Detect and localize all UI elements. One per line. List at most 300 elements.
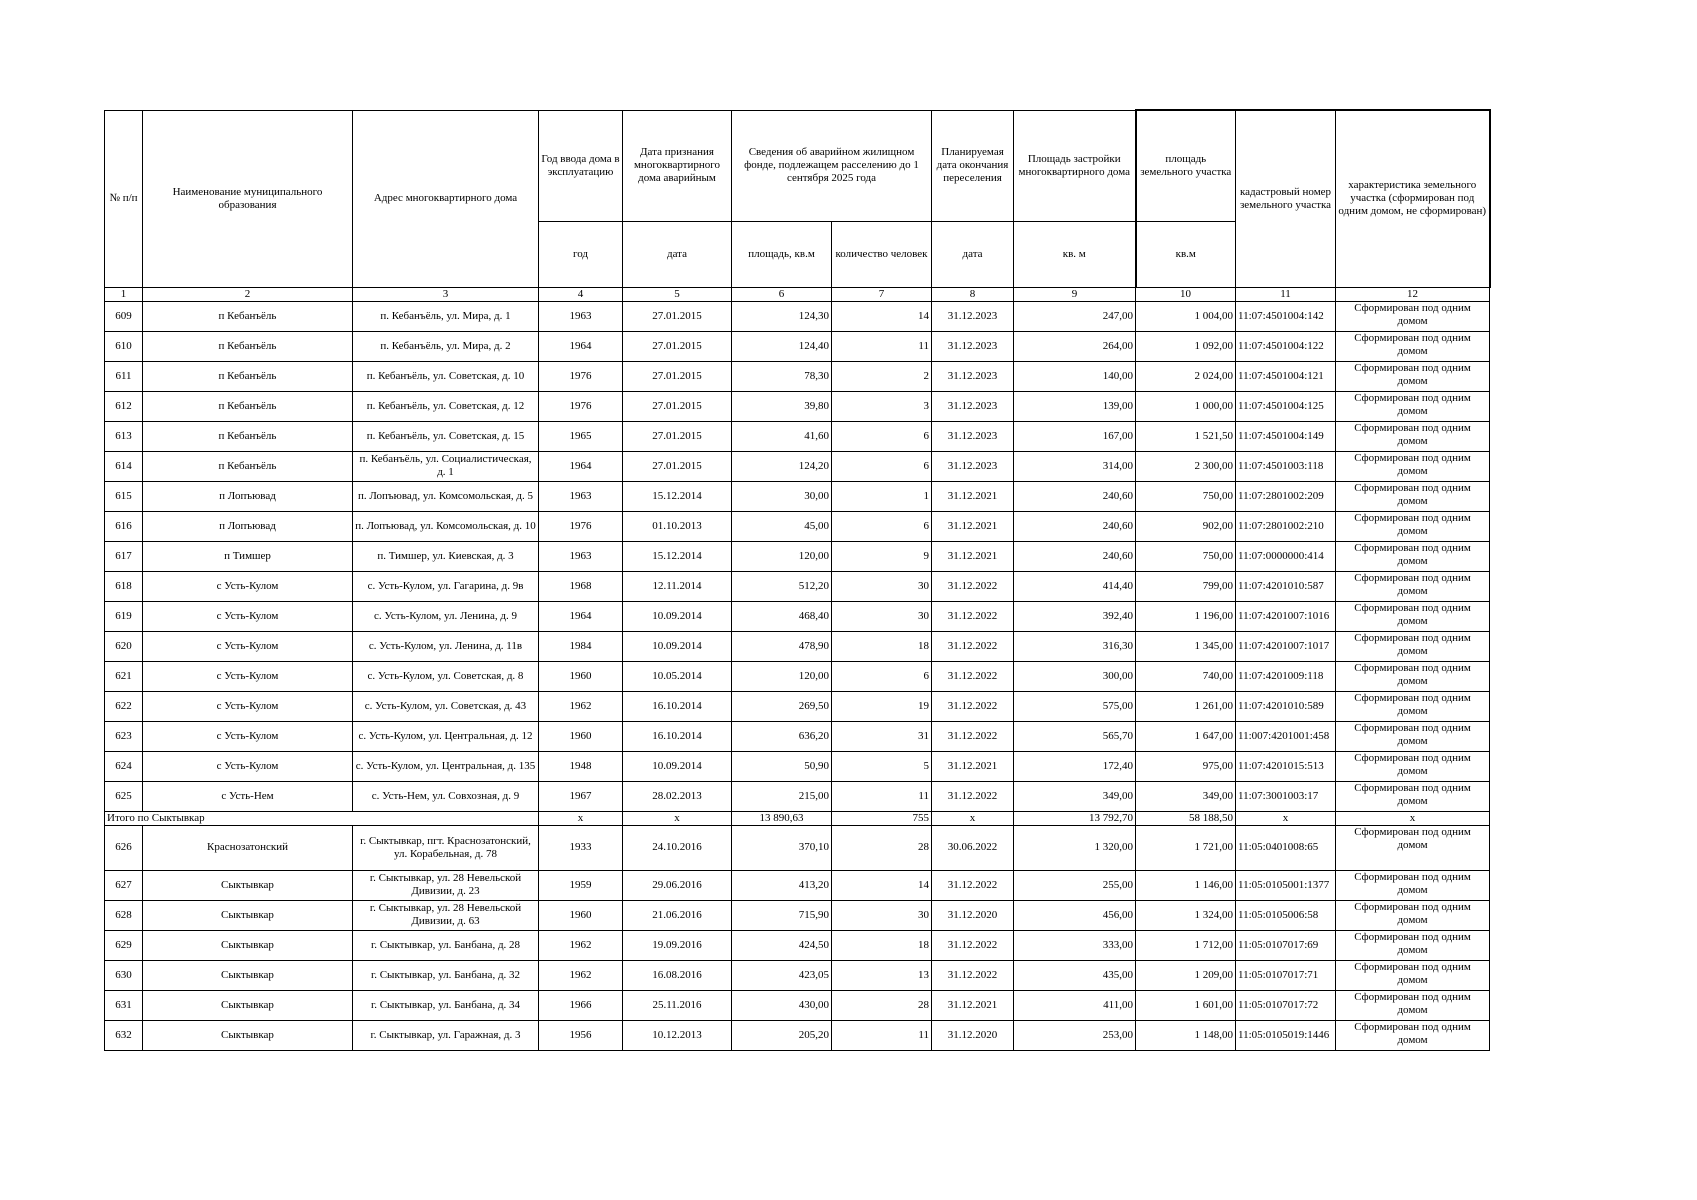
row-land-area: 975,00 bbox=[1136, 751, 1236, 781]
row-date: 27.01.2015 bbox=[623, 421, 732, 451]
row-cadastral: 11:07:4201007:1017 bbox=[1236, 631, 1336, 661]
row-people: 28 bbox=[832, 990, 932, 1020]
column-number: 7 bbox=[832, 287, 932, 301]
row-build-area: 240,60 bbox=[1014, 541, 1136, 571]
header-year-intro: Год ввода дома в эксплуатацию bbox=[539, 110, 623, 221]
row-build-area: 392,40 bbox=[1014, 601, 1136, 631]
row-build-area: 349,00 bbox=[1014, 781, 1136, 811]
table-row bbox=[105, 481, 1490, 511]
column-number: 8 bbox=[932, 287, 1014, 301]
row-land-area: 1 196,00 bbox=[1136, 601, 1236, 631]
row-municipality: п Кебанъёль bbox=[143, 361, 353, 391]
row-people: 5 bbox=[832, 751, 932, 781]
row-address: г. Сыктывкар, ул. Банбана, д. 34 bbox=[353, 990, 539, 1020]
row-people: 18 bbox=[832, 930, 932, 960]
row-area: 424,50 bbox=[732, 930, 832, 960]
table-row bbox=[105, 571, 1490, 601]
total-people: 755 bbox=[832, 811, 932, 825]
row-cadastral: 11:05:0105006:58 bbox=[1236, 900, 1336, 930]
row-year: 1962 bbox=[539, 960, 623, 990]
table-row bbox=[105, 1020, 1490, 1050]
row-build-area: 435,00 bbox=[1014, 960, 1136, 990]
header-municipality: Наименование муниципального образования bbox=[143, 110, 353, 287]
row-area: 269,50 bbox=[732, 691, 832, 721]
row-cadastral: 11:07:4201010:587 bbox=[1236, 571, 1336, 601]
row-number: 630 bbox=[105, 960, 143, 990]
row-date: 27.01.2015 bbox=[623, 391, 732, 421]
row-build-area: 247,00 bbox=[1014, 301, 1136, 331]
row-date: 10.09.2014 bbox=[623, 751, 732, 781]
row-people: 6 bbox=[832, 421, 932, 451]
row-build-area: 314,00 bbox=[1014, 451, 1136, 481]
emergency-housing-table bbox=[104, 109, 1491, 1051]
row-address: г. Сыктывкар, ул. 28 Невельской Дивизии, д. 63 bbox=[353, 900, 539, 930]
row-area: 205,20 bbox=[732, 1020, 832, 1050]
table-row bbox=[105, 870, 1490, 900]
row-municipality: п Лопъювад bbox=[143, 481, 353, 511]
row-characteristic: Сформирован под одним домом bbox=[1336, 751, 1490, 781]
row-people: 13 bbox=[832, 960, 932, 990]
row-area: 478,90 bbox=[732, 631, 832, 661]
total-row bbox=[105, 811, 1490, 825]
row-address: г. Сыктывкар, ул. Банбана, д. 28 bbox=[353, 930, 539, 960]
row-planned-date: 31.12.2023 bbox=[932, 421, 1014, 451]
row-planned-date: 31.12.2023 bbox=[932, 301, 1014, 331]
column-number: 5 bbox=[623, 287, 732, 301]
row-municipality: с Усть-Кулом bbox=[143, 721, 353, 751]
column-number: 3 bbox=[353, 287, 539, 301]
row-people: 6 bbox=[832, 451, 932, 481]
row-area: 30,00 bbox=[732, 481, 832, 511]
row-year: 1976 bbox=[539, 511, 623, 541]
row-cadastral: 11:07:4501004:125 bbox=[1236, 391, 1336, 421]
row-number: 613 bbox=[105, 421, 143, 451]
table-row bbox=[105, 781, 1490, 811]
row-land-area: 1 721,00 bbox=[1136, 825, 1236, 870]
row-address: п. Тимшер, ул. Киевская, д. 3 bbox=[353, 541, 539, 571]
row-build-area: 240,60 bbox=[1014, 511, 1136, 541]
column-number: 11 bbox=[1236, 287, 1336, 301]
row-planned-date: 31.12.2022 bbox=[932, 781, 1014, 811]
row-date: 25.11.2016 bbox=[623, 990, 732, 1020]
row-number: 621 bbox=[105, 661, 143, 691]
row-date: 10.05.2014 bbox=[623, 661, 732, 691]
row-land-area: 1 209,00 bbox=[1136, 960, 1236, 990]
table-row bbox=[105, 691, 1490, 721]
row-municipality: с Усть-Кулом bbox=[143, 631, 353, 661]
row-year: 1948 bbox=[539, 751, 623, 781]
row-planned-date: 31.12.2023 bbox=[932, 391, 1014, 421]
row-address: п. Кебанъёль, ул. Социалистическая, д. 1 bbox=[353, 451, 539, 481]
row-cadastral: 11:05:0105019:1446 bbox=[1236, 1020, 1336, 1050]
row-cadastral: 11:07:2801002:209 bbox=[1236, 481, 1336, 511]
row-planned-date: 31.12.2021 bbox=[932, 481, 1014, 511]
total-planned: x bbox=[932, 811, 1014, 825]
row-address: г. Сыктывкар, ул. 28 Невельской Дивизии, д. 23 bbox=[353, 870, 539, 900]
header-cadastral: кадастровый номер земельного участка bbox=[1236, 110, 1336, 287]
row-address: г. Сыктывкар, ул. Гаражная, д. 3 bbox=[353, 1020, 539, 1050]
row-planned-date: 31.12.2020 bbox=[932, 900, 1014, 930]
subheader-people: количество человек bbox=[832, 221, 932, 287]
row-build-area: 139,00 bbox=[1014, 391, 1136, 421]
row-municipality: с Усть-Кулом bbox=[143, 661, 353, 691]
row-build-area: 456,00 bbox=[1014, 900, 1136, 930]
total-label: Итого по Сыктывкар bbox=[105, 811, 539, 825]
row-people: 11 bbox=[832, 331, 932, 361]
table-row bbox=[105, 960, 1490, 990]
column-number: 6 bbox=[732, 287, 832, 301]
row-address: с. Усть-Кулом, ул. Ленина, д. 11в bbox=[353, 631, 539, 661]
header-land-area: площадь земельного участка bbox=[1136, 110, 1236, 221]
row-municipality: Сыктывкар bbox=[143, 1020, 353, 1050]
row-planned-date: 31.12.2021 bbox=[932, 541, 1014, 571]
row-date: 19.09.2016 bbox=[623, 930, 732, 960]
row-planned-date: 31.12.2021 bbox=[932, 990, 1014, 1020]
row-land-area: 740,00 bbox=[1136, 661, 1236, 691]
row-land-area: 2 300,00 bbox=[1136, 451, 1236, 481]
row-build-area: 414,40 bbox=[1014, 571, 1136, 601]
row-date: 16.10.2014 bbox=[623, 721, 732, 751]
row-characteristic: Сформирован под одним домом bbox=[1336, 870, 1490, 900]
row-planned-date: 31.12.2022 bbox=[932, 960, 1014, 990]
row-build-area: 172,40 bbox=[1014, 751, 1136, 781]
row-cadastral: 11:007:4201001:458 bbox=[1236, 721, 1336, 751]
row-people: 19 bbox=[832, 691, 932, 721]
row-year: 1964 bbox=[539, 331, 623, 361]
row-date: 27.01.2015 bbox=[623, 331, 732, 361]
row-area: 512,20 bbox=[732, 571, 832, 601]
row-municipality: с Усть-Кулом bbox=[143, 571, 353, 601]
row-year: 1963 bbox=[539, 481, 623, 511]
row-people: 30 bbox=[832, 601, 932, 631]
row-people: 2 bbox=[832, 361, 932, 391]
row-planned-date: 31.12.2023 bbox=[932, 451, 1014, 481]
row-people: 14 bbox=[832, 870, 932, 900]
row-municipality: Сыктывкар bbox=[143, 930, 353, 960]
row-area: 468,40 bbox=[732, 601, 832, 631]
row-characteristic: Сформирован под одним домом bbox=[1336, 541, 1490, 571]
row-area: 430,00 bbox=[732, 990, 832, 1020]
subheader-area: площадь, кв.м bbox=[732, 221, 832, 287]
row-people: 30 bbox=[832, 900, 932, 930]
row-area: 41,60 bbox=[732, 421, 832, 451]
row-date: 15.12.2014 bbox=[623, 541, 732, 571]
row-planned-date: 31.12.2021 bbox=[932, 511, 1014, 541]
table-row bbox=[105, 301, 1490, 331]
row-people: 9 bbox=[832, 541, 932, 571]
row-area: 715,90 bbox=[732, 900, 832, 930]
row-cadastral: 11:05:0107017:69 bbox=[1236, 930, 1336, 960]
row-land-area: 750,00 bbox=[1136, 481, 1236, 511]
row-area: 45,00 bbox=[732, 511, 832, 541]
row-characteristic: Сформирован под одним домом bbox=[1336, 601, 1490, 631]
row-address: с. Усть-Нем, ул. Совхозная, д. 9 bbox=[353, 781, 539, 811]
row-municipality: с Усть-Нем bbox=[143, 781, 353, 811]
row-planned-date: 31.12.2023 bbox=[932, 331, 1014, 361]
row-build-area: 411,00 bbox=[1014, 990, 1136, 1020]
header-build-area: Площадь застройки многоквартирного дома bbox=[1014, 110, 1136, 221]
row-address: с. Усть-Кулом, ул. Гагарина, д. 9в bbox=[353, 571, 539, 601]
row-characteristic: Сформирован под одним домом bbox=[1336, 421, 1490, 451]
subheader-year: год bbox=[539, 221, 623, 287]
row-planned-date: 31.12.2022 bbox=[932, 721, 1014, 751]
row-people: 3 bbox=[832, 391, 932, 421]
row-cadastral: 11:07:2801002:210 bbox=[1236, 511, 1336, 541]
subheader-land-unit: кв.м bbox=[1136, 221, 1236, 287]
row-municipality: Сыктывкар bbox=[143, 990, 353, 1020]
row-year: 1960 bbox=[539, 721, 623, 751]
row-build-area: 565,70 bbox=[1014, 721, 1136, 751]
table-row bbox=[105, 661, 1490, 691]
row-number: 611 bbox=[105, 361, 143, 391]
row-year: 1963 bbox=[539, 541, 623, 571]
row-municipality: Сыктывкар bbox=[143, 900, 353, 930]
row-cadastral: 11:07:4201009:118 bbox=[1236, 661, 1336, 691]
row-year: 1956 bbox=[539, 1020, 623, 1050]
row-cadastral: 11:07:0000000:414 bbox=[1236, 541, 1336, 571]
row-date: 16.08.2016 bbox=[623, 960, 732, 990]
row-area: 50,90 bbox=[732, 751, 832, 781]
row-municipality: Краснозатонский bbox=[143, 825, 353, 870]
row-date: 01.10.2013 bbox=[623, 511, 732, 541]
row-build-area: 264,00 bbox=[1014, 331, 1136, 361]
table-row bbox=[105, 825, 1490, 870]
row-year: 1976 bbox=[539, 391, 623, 421]
row-characteristic: Сформирован под одним домом bbox=[1336, 631, 1490, 661]
row-year: 1960 bbox=[539, 661, 623, 691]
header-info: Сведения об аварийном жилищном фонде, подлежащем расселению до 1 сентября 2025 года bbox=[732, 110, 932, 221]
row-area: 78,30 bbox=[732, 361, 832, 391]
row-address: с. Усть-Кулом, ул. Ленина, д. 9 bbox=[353, 601, 539, 631]
row-area: 370,10 bbox=[732, 825, 832, 870]
row-year: 1959 bbox=[539, 870, 623, 900]
header-date-emergency: Дата признания многоквартирного дома аварийным bbox=[623, 110, 732, 221]
total-cadastral: x bbox=[1236, 811, 1336, 825]
row-address: с. Усть-Кулом, ул. Советская, д. 8 bbox=[353, 661, 539, 691]
row-municipality: п Кебанъёль bbox=[143, 391, 353, 421]
row-characteristic: Сформирован под одним домом bbox=[1336, 930, 1490, 960]
row-planned-date: 30.06.2022 bbox=[932, 825, 1014, 870]
row-number: 623 bbox=[105, 721, 143, 751]
row-cadastral: 11:05:0107017:71 bbox=[1236, 960, 1336, 990]
row-year: 1933 bbox=[539, 825, 623, 870]
row-cadastral: 11:07:4501004:121 bbox=[1236, 361, 1336, 391]
subheader-build-unit: кв. м bbox=[1014, 221, 1136, 287]
total-year: x bbox=[539, 811, 623, 825]
row-people: 14 bbox=[832, 301, 932, 331]
total-characteristic: x bbox=[1336, 811, 1490, 825]
row-planned-date: 31.12.2022 bbox=[932, 691, 1014, 721]
row-cadastral: 11:07:4501004:122 bbox=[1236, 331, 1336, 361]
row-date: 27.01.2015 bbox=[623, 301, 732, 331]
row-municipality: Сыктывкар bbox=[143, 870, 353, 900]
row-number: 619 bbox=[105, 601, 143, 631]
row-characteristic: Сформирован под одним домом bbox=[1336, 1020, 1490, 1050]
row-number: 626 bbox=[105, 825, 143, 870]
row-area: 215,00 bbox=[732, 781, 832, 811]
row-land-area: 1 261,00 bbox=[1136, 691, 1236, 721]
row-number: 624 bbox=[105, 751, 143, 781]
row-address: г. Сыктывкар, ул. Банбана, д. 32 bbox=[353, 960, 539, 990]
row-planned-date: 31.12.2020 bbox=[932, 1020, 1014, 1050]
row-characteristic: Сформирован под одним домом bbox=[1336, 721, 1490, 751]
table-row bbox=[105, 990, 1490, 1020]
row-characteristic: Сформирован под одним домом bbox=[1336, 571, 1490, 601]
table-row bbox=[105, 391, 1490, 421]
row-cadastral: 11:07:4501004:149 bbox=[1236, 421, 1336, 451]
row-land-area: 1 345,00 bbox=[1136, 631, 1236, 661]
row-planned-date: 31.12.2021 bbox=[932, 751, 1014, 781]
row-land-area: 1 000,00 bbox=[1136, 391, 1236, 421]
row-year: 1964 bbox=[539, 601, 623, 631]
header-characteristic: характеристика земельного участка (сформирован под одним домом, не сформирован) bbox=[1336, 110, 1490, 287]
row-land-area: 1 521,50 bbox=[1136, 421, 1236, 451]
header-number: № п/п bbox=[105, 110, 143, 287]
row-people: 11 bbox=[832, 781, 932, 811]
row-characteristic: Сформирован под одним домом bbox=[1336, 511, 1490, 541]
row-municipality: п Кебанъёль bbox=[143, 421, 353, 451]
row-municipality: с Усть-Кулом bbox=[143, 751, 353, 781]
row-date: 15.12.2014 bbox=[623, 481, 732, 511]
row-year: 1976 bbox=[539, 361, 623, 391]
row-year: 1960 bbox=[539, 900, 623, 930]
row-address: с. Усть-Кулом, ул. Центральная, д. 12 bbox=[353, 721, 539, 751]
row-area: 39,80 bbox=[732, 391, 832, 421]
row-build-area: 316,30 bbox=[1014, 631, 1136, 661]
row-cadastral: 11:05:0107017:72 bbox=[1236, 990, 1336, 1020]
row-cadastral: 11:07:4201015:513 bbox=[1236, 751, 1336, 781]
row-area: 120,00 bbox=[732, 661, 832, 691]
row-area: 636,20 bbox=[732, 721, 832, 751]
row-characteristic: Сформирован под одним домом bbox=[1336, 691, 1490, 721]
row-number: 622 bbox=[105, 691, 143, 721]
row-land-area: 750,00 bbox=[1136, 541, 1236, 571]
row-characteristic: Сформирован под одним домом bbox=[1336, 900, 1490, 930]
row-municipality: п Кебанъёль bbox=[143, 331, 353, 361]
header-address: Адрес многоквартирного дома bbox=[353, 110, 539, 287]
row-area: 423,05 bbox=[732, 960, 832, 990]
row-build-area: 240,60 bbox=[1014, 481, 1136, 511]
row-number: 614 bbox=[105, 451, 143, 481]
row-number: 631 bbox=[105, 990, 143, 1020]
row-number: 612 bbox=[105, 391, 143, 421]
row-municipality: п Тимшер bbox=[143, 541, 353, 571]
row-year: 1962 bbox=[539, 691, 623, 721]
row-land-area: 1 601,00 bbox=[1136, 990, 1236, 1020]
column-number-row bbox=[105, 287, 1490, 301]
row-build-area: 167,00 bbox=[1014, 421, 1136, 451]
row-address: п. Кебанъёль, ул. Советская, д. 15 bbox=[353, 421, 539, 451]
row-characteristic: Сформирован под одним домом bbox=[1336, 661, 1490, 691]
row-municipality: с Усть-Кулом bbox=[143, 601, 353, 631]
total-land-area: 58 188,50 bbox=[1136, 811, 1236, 825]
row-date: 10.09.2014 bbox=[623, 631, 732, 661]
row-municipality: Сыктывкар bbox=[143, 960, 353, 990]
table-row bbox=[105, 361, 1490, 391]
column-number: 9 bbox=[1014, 287, 1136, 301]
row-build-area: 575,00 bbox=[1014, 691, 1136, 721]
row-land-area: 2 024,00 bbox=[1136, 361, 1236, 391]
table-row bbox=[105, 751, 1490, 781]
row-year: 1963 bbox=[539, 301, 623, 331]
row-area: 120,00 bbox=[732, 541, 832, 571]
row-land-area: 1 647,00 bbox=[1136, 721, 1236, 751]
row-cadastral: 11:07:3001003:17 bbox=[1236, 781, 1336, 811]
row-date: 10.12.2013 bbox=[623, 1020, 732, 1050]
row-address: п. Кебанъёль, ул. Советская, д. 10 bbox=[353, 361, 539, 391]
row-number: 609 bbox=[105, 301, 143, 331]
row-number: 616 bbox=[105, 511, 143, 541]
row-characteristic: Сформирован под одним домом bbox=[1336, 451, 1490, 481]
row-number: 620 bbox=[105, 631, 143, 661]
row-date: 12.11.2014 bbox=[623, 571, 732, 601]
row-number: 627 bbox=[105, 870, 143, 900]
subheader-planned-date: дата bbox=[932, 221, 1014, 287]
row-characteristic: Сформирован под одним домом bbox=[1336, 361, 1490, 391]
column-number: 4 bbox=[539, 287, 623, 301]
row-planned-date: 31.12.2023 bbox=[932, 361, 1014, 391]
row-land-area: 349,00 bbox=[1136, 781, 1236, 811]
row-planned-date: 31.12.2022 bbox=[932, 571, 1014, 601]
row-area: 124,40 bbox=[732, 331, 832, 361]
row-build-area: 1 320,00 bbox=[1014, 825, 1136, 870]
row-municipality: п Кебанъёль bbox=[143, 301, 353, 331]
row-municipality: с Усть-Кулом bbox=[143, 691, 353, 721]
row-number: 629 bbox=[105, 930, 143, 960]
row-date: 27.01.2015 bbox=[623, 361, 732, 391]
row-planned-date: 31.12.2022 bbox=[932, 631, 1014, 661]
row-year: 1967 bbox=[539, 781, 623, 811]
table-row bbox=[105, 331, 1490, 361]
row-municipality: п Лопъювад bbox=[143, 511, 353, 541]
row-people: 6 bbox=[832, 661, 932, 691]
row-number: 628 bbox=[105, 900, 143, 930]
column-number: 1 bbox=[105, 287, 143, 301]
row-area: 124,20 bbox=[732, 451, 832, 481]
row-characteristic: Сформирован под одним домом bbox=[1336, 825, 1490, 870]
row-year: 1968 bbox=[539, 571, 623, 601]
column-number: 2 bbox=[143, 287, 353, 301]
row-characteristic: Сформирован под одним домом bbox=[1336, 301, 1490, 331]
row-year: 1984 bbox=[539, 631, 623, 661]
row-planned-date: 31.12.2022 bbox=[932, 930, 1014, 960]
row-cadastral: 11:07:4201010:589 bbox=[1236, 691, 1336, 721]
row-area: 413,20 bbox=[732, 870, 832, 900]
total-date: x bbox=[623, 811, 732, 825]
row-municipality: п Кебанъёль bbox=[143, 451, 353, 481]
row-number: 615 bbox=[105, 481, 143, 511]
row-address: п. Кебанъёль, ул. Мира, д. 2 bbox=[353, 331, 539, 361]
row-date: 28.02.2013 bbox=[623, 781, 732, 811]
row-build-area: 140,00 bbox=[1014, 361, 1136, 391]
total-build-area: 13 792,70 bbox=[1014, 811, 1136, 825]
table-row bbox=[105, 541, 1490, 571]
row-land-area: 1 146,00 bbox=[1136, 870, 1236, 900]
row-cadastral: 11:05:0401008:65 bbox=[1236, 825, 1336, 870]
row-build-area: 255,00 bbox=[1014, 870, 1136, 900]
row-land-area: 1 092,00 bbox=[1136, 331, 1236, 361]
table-row bbox=[105, 900, 1490, 930]
row-address: п. Кебанъёль, ул. Советская, д. 12 bbox=[353, 391, 539, 421]
row-planned-date: 31.12.2022 bbox=[932, 661, 1014, 691]
column-number: 12 bbox=[1336, 287, 1490, 301]
row-cadastral: 11:07:4201007:1016 bbox=[1236, 601, 1336, 631]
row-people: 30 bbox=[832, 571, 932, 601]
table-row bbox=[105, 421, 1490, 451]
row-year: 1962 bbox=[539, 930, 623, 960]
row-characteristic: Сформирован под одним домом bbox=[1336, 990, 1490, 1020]
row-people: 31 bbox=[832, 721, 932, 751]
